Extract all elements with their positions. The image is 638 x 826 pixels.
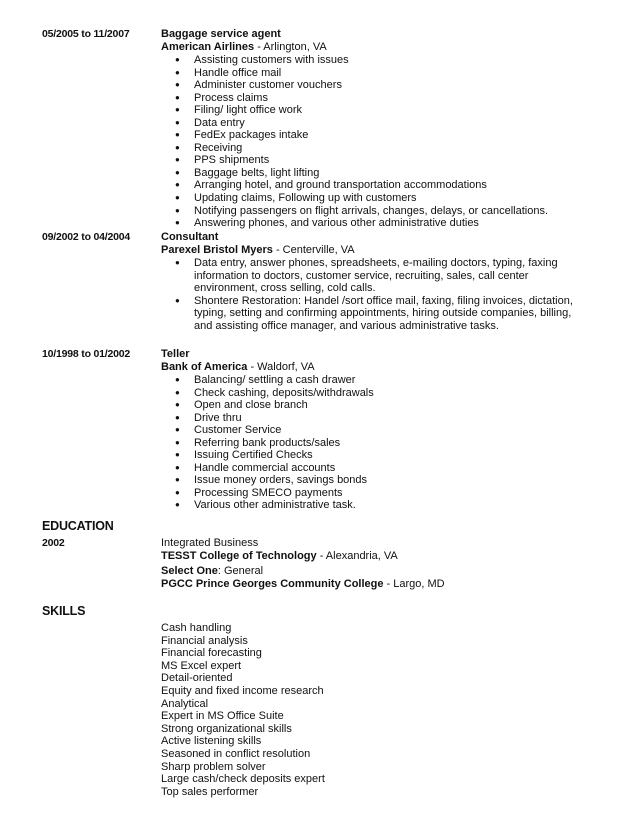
job-company-line — [161, 361, 601, 374]
list-item: Expert in MS Office Suite — [161, 710, 284, 723]
degree-label: Select One — [161, 565, 218, 577]
list-item: ● Referring bank products/sales — [161, 437, 601, 450]
list-item: ● Balancing/ settling a cash drawer — [161, 374, 601, 387]
list-item: Equity and fixed income research — [161, 684, 324, 697]
list-item: ● Handle office mail — [161, 67, 601, 80]
list-item: ● Data entry — [161, 117, 601, 130]
duties-list — [161, 54, 601, 230]
list-item: ● Updating claims, Following up with customers — [161, 192, 601, 205]
company-location: - Centerville, VA — [272, 244, 355, 256]
job-title: Consultant — [161, 231, 219, 243]
list-item: ● Shontere Restoration: Handel /sort office mail, faxing, filing invoices, dictation, typing, setting and confirming appointments, hiring outside companies, billing, and assisting office manager, and various administrative tasks. — [161, 295, 581, 333]
list-item: Strong organizational skills — [161, 722, 292, 735]
school-location: - Largo, MD — [383, 578, 445, 590]
list-item: MS Excel expert — [161, 659, 242, 672]
duties-list — [161, 374, 601, 512]
company-name: American Airlines — [161, 41, 255, 53]
degree-name: Integrated Business — [161, 537, 259, 549]
school-line — [161, 550, 601, 563]
job-title: Baggage service agent — [161, 28, 281, 40]
list-item: Financial forecasting — [161, 647, 262, 660]
list-item: ● Notifying passengers on flight arrivals, changes, delays, or cancellations. — [161, 205, 601, 218]
education-year: 2002 — [42, 537, 65, 549]
education-heading: EDUCATION — [42, 519, 114, 533]
company-location: - Waldorf, VA — [247, 361, 315, 373]
company-location: - Arlington, VA — [254, 41, 327, 53]
list-item: ● Receiving — [161, 142, 601, 155]
list-item: Cash handling — [161, 622, 232, 634]
list-item: ● Open and close branch — [161, 399, 601, 412]
job-title: Teller — [161, 348, 190, 360]
list-item: ● Customer Service — [161, 424, 601, 437]
list-item: ● Administer customer vouchers — [161, 79, 601, 92]
company-name: Bank of America — [161, 361, 248, 373]
job-dates: 05/2005 to 11/2007 — [42, 28, 130, 40]
list-item: ● Answering phones, and various other administrative duties — [161, 217, 601, 230]
list-item: ● Issuing Certified Checks — [161, 449, 601, 462]
list-item: Top sales performer — [161, 785, 259, 798]
list-item: ● Check cashing, deposits/withdrawals — [161, 387, 601, 400]
list-item: ● Arranging hotel, and ground transportation accommodations — [161, 179, 601, 192]
list-item: ● PPS shipments — [161, 154, 601, 167]
list-item: ● Baggage belts, light lifting — [161, 167, 601, 180]
duties-list — [161, 257, 581, 332]
list-item: ● Drive thru — [161, 412, 601, 425]
school-name: PGCC Prince Georges Community College — [161, 578, 384, 590]
list-item: Large cash/check deposits expert — [161, 773, 325, 786]
list-item: ● Assisting customers with issues — [161, 54, 601, 67]
company-name: Parexel Bristol Myers — [161, 244, 273, 256]
list-item: Seasoned in conflict resolution — [161, 747, 311, 760]
list-item: ● Handle commercial accounts — [161, 462, 601, 475]
job-dates: 09/2002 to 04/2004 — [42, 231, 131, 243]
degree-line — [161, 565, 601, 578]
list-item: ● Data entry, answer phones, spreadsheets, e-mailing doctors, typing, faxing information to doctors, customer service, recruiting, sales, call center environment, cross selling, cold calls. — [161, 257, 581, 295]
list-item: ● Process claims — [161, 92, 601, 105]
degree-line — [161, 537, 601, 550]
list-item: Sharp problem solver — [161, 760, 266, 773]
list-item: ● FedEx packages intake — [161, 129, 601, 142]
list-item: ● Various other administrative task. — [161, 499, 601, 512]
list-item: ● Processing SMECO payments — [161, 487, 601, 500]
list-item: Active listening skills — [161, 735, 262, 748]
school-line — [161, 578, 601, 591]
list-item: Detail-oriented — [161, 672, 233, 685]
list-item: Financial analysis — [161, 634, 248, 647]
degree-name: : General — [217, 565, 264, 577]
school-location: - Alexandria, VA — [316, 550, 398, 562]
list-item: Analytical — [161, 697, 209, 710]
job-company-line — [161, 41, 601, 54]
job-dates: 10/1998 to 01/2002 — [42, 348, 131, 360]
skills-heading: SKILLS — [42, 604, 86, 618]
list-item: ● Issue money orders, savings bonds — [161, 474, 601, 487]
list-item: ● Filing/ light office work — [161, 104, 601, 117]
school-name: TESST College of Technology — [161, 550, 317, 562]
skills-list — [161, 622, 561, 798]
job-company-line — [161, 244, 601, 257]
